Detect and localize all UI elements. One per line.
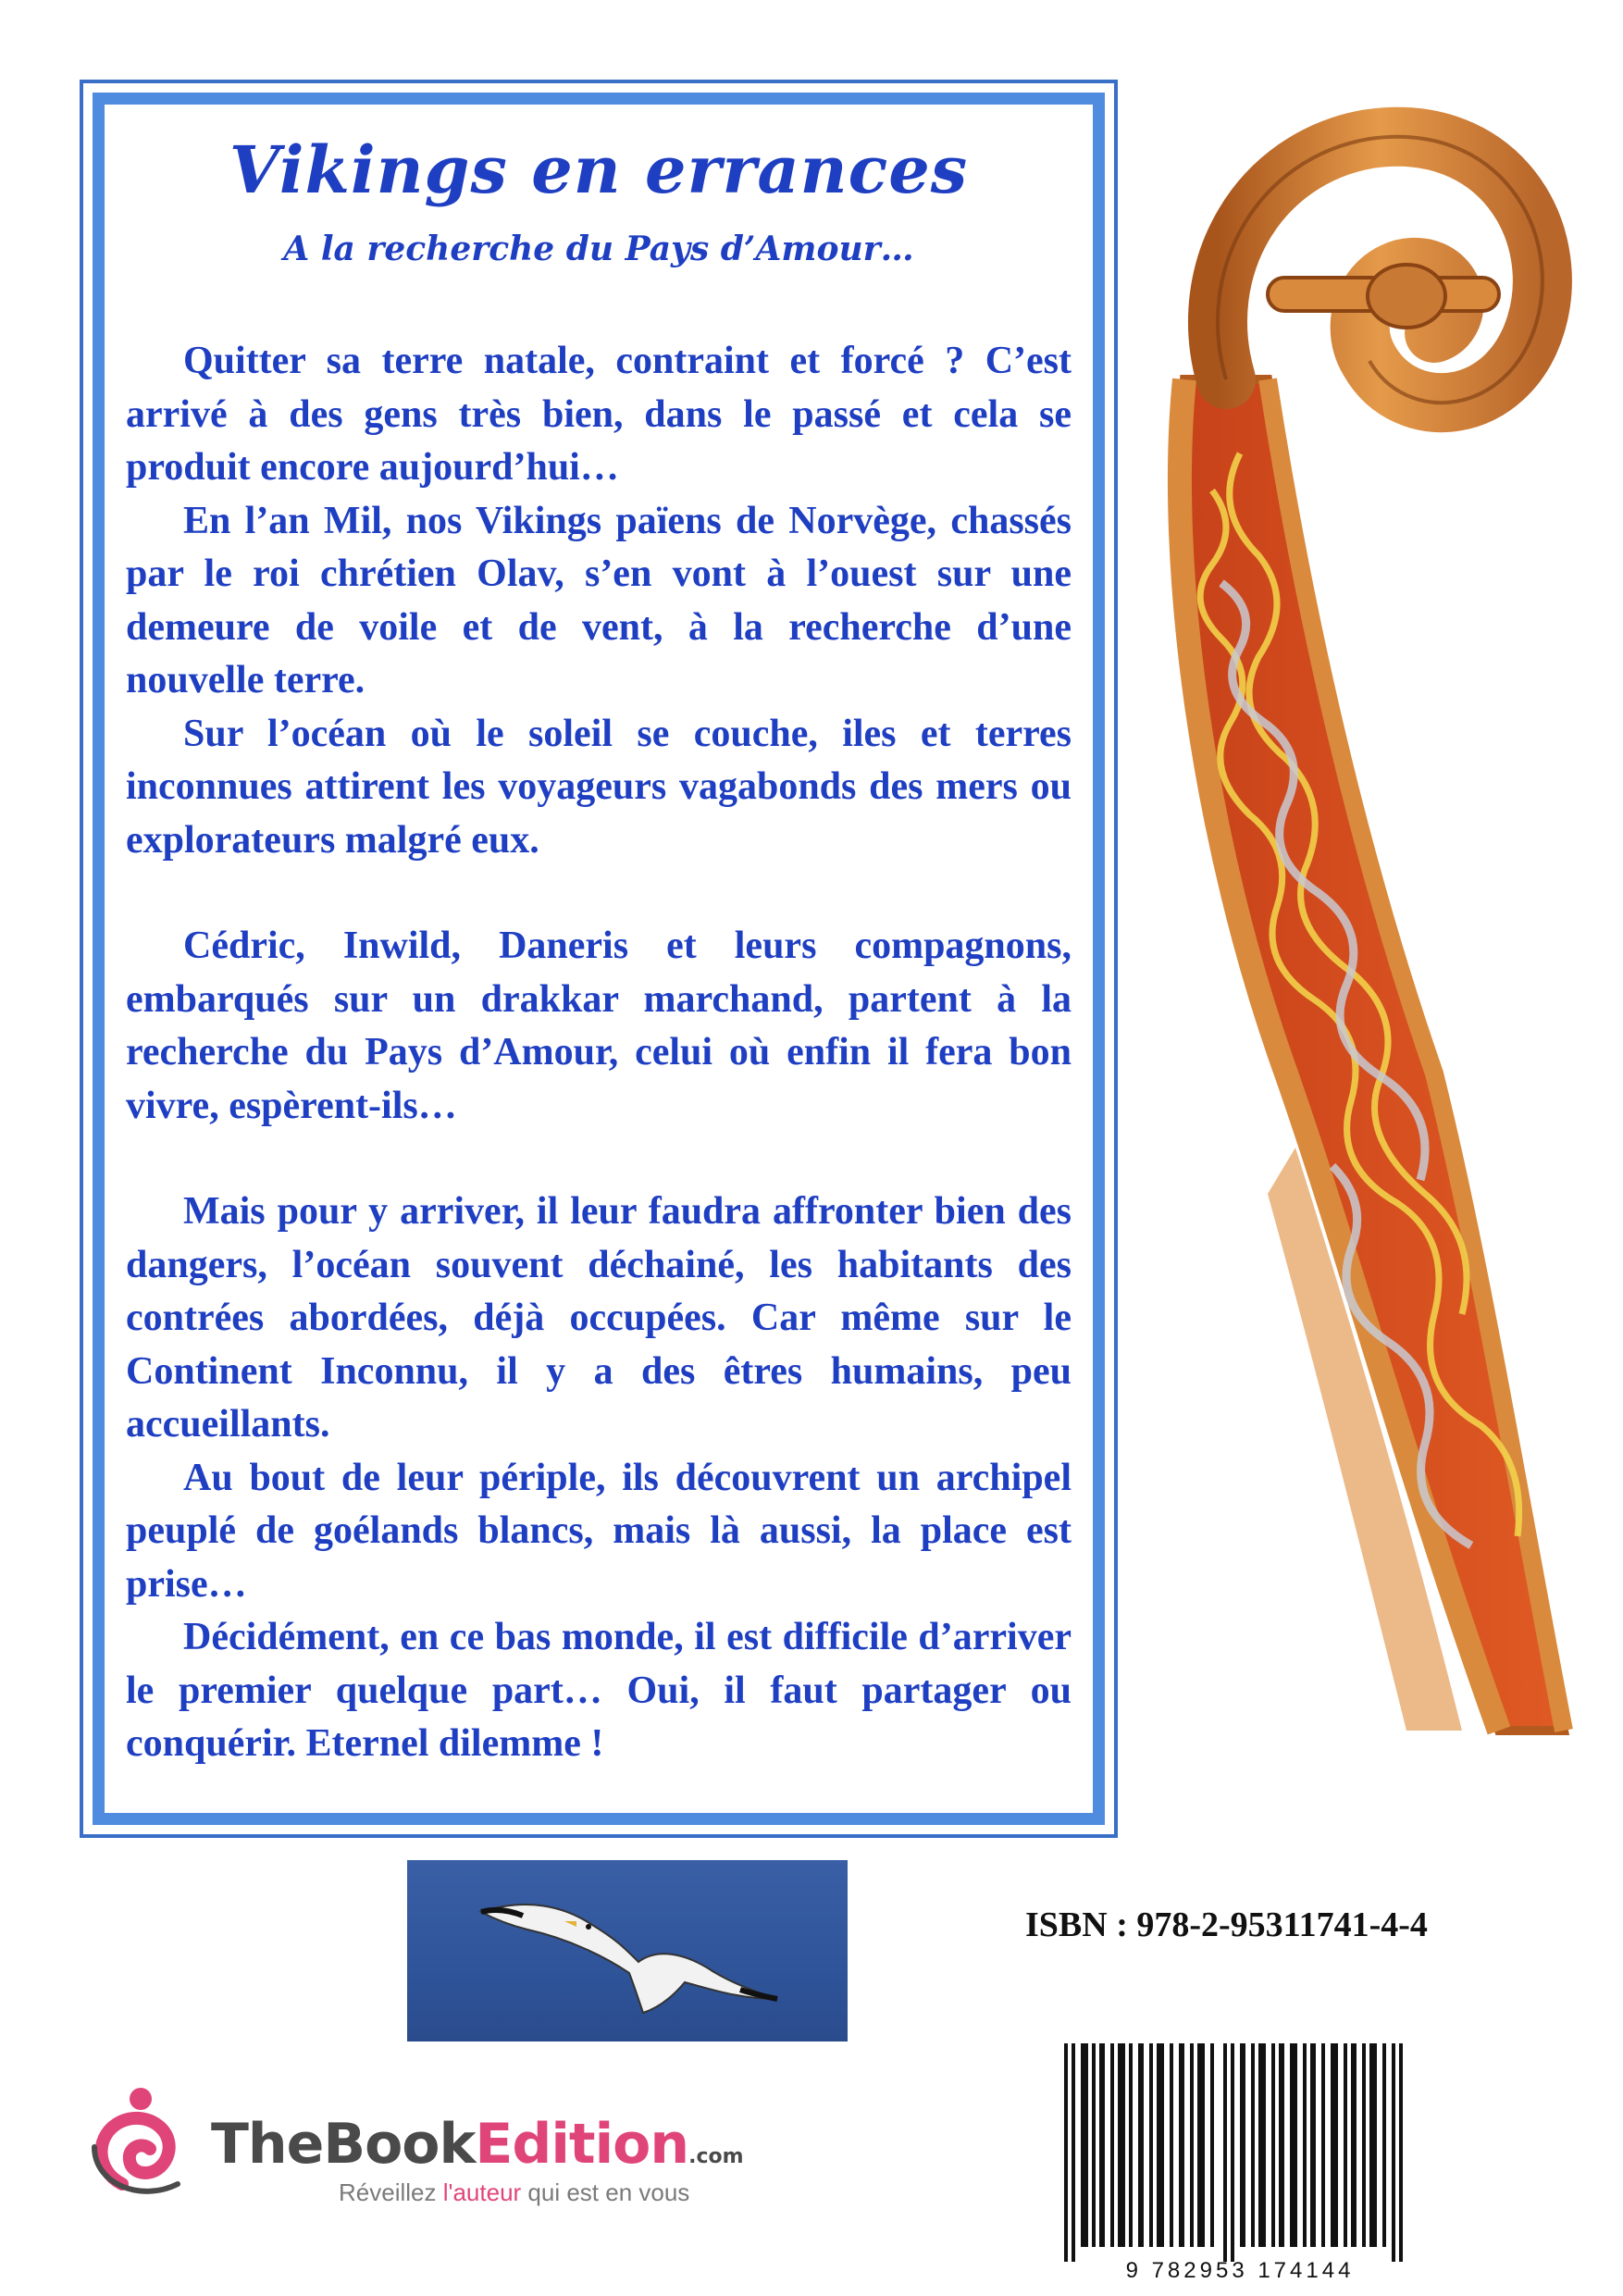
book-title: Vikings en errances	[229, 131, 969, 208]
publisher-name-part1: TheBook	[211, 2112, 476, 2177]
isbn-label: ISBN :	[1025, 1905, 1128, 1944]
isbn-value: 978-2-95311741-4-4	[1136, 1905, 1428, 1944]
paragraph-gap	[126, 867, 1072, 920]
tagline-before: Réveillez	[339, 2178, 443, 2206]
isbn-line	[1025, 1905, 1525, 1945]
blurb-paragraph: Mais pour y arriver, il leur faudra affronter bien des dangers, l’océan souvent déchainé, les habitants des contrées abordées, déjà occupées. Car même sur le Continent Inconnu, il y a des êtres humains, peu accueillants.	[126, 1190, 1072, 1446]
viking-ship-prow-illustration	[1129, 102, 1610, 1823]
blurb-paragraph: Décidément, en ce bas monde, il est difficile d’arriver le premier quelque part… Oui, il faut partager ou conquérir. Eternel dilemme !	[126, 1616, 1072, 1765]
blurb-paragraph: Cédric, Inwild, Daneris et leurs compagnons, embarqués sur un drakkar marchand, partent à la recherche du Pays d’Amour, celui où enfin il fera bon vivre, espèrent-ils…	[126, 925, 1072, 1127]
blurb-paragraph: Sur l’océan où le soleil se couche, iles et terres inconnues attirent les voyageurs vagabonds des mers ou explorateurs malgré eux.	[126, 712, 1072, 862]
publisher-name	[211, 2112, 744, 2177]
barcode-digits: 9 782953 174144	[1125, 2258, 1355, 2283]
tagline-after: qui est en vous	[521, 2178, 690, 2206]
publisher-tagline	[339, 2178, 689, 2207]
blurb-paragraph: Quitter sa terre natale, contraint et forcé ? C’est arrivé à des gens très bien, dans le passé et cela se produit encore aujourd’hui…	[126, 340, 1072, 489]
barcode	[1060, 2043, 1419, 2262]
blurb-paragraph: En l’an Mil, nos Vikings païens de Norvège, chassés par le roi chrétien Olav, s’en vont à l’ouest sur une demeure de voile et de vent, à la recherche d’une nouvelle terre.	[126, 499, 1072, 701]
seagull-icon	[407, 1860, 848, 2042]
publisher-logo-icon	[85, 2082, 205, 2203]
book-subtitle: A la recherche du Pays d’Amour…	[283, 230, 914, 268]
tagline-highlight: l'auteur	[442, 2178, 522, 2206]
prow-spiral	[1218, 137, 1542, 403]
blurb-text	[126, 335, 1072, 1771]
paragraph-gap	[126, 1133, 1072, 1185]
seagull-photo	[407, 1860, 848, 2042]
publisher-name-part2: Edition	[475, 2112, 689, 2177]
publisher-domain: .com	[688, 2145, 744, 2168]
blurb-paragraph: Au bout de leur périple, ils découvrent un archipel peuplé de goélands blancs, mais là aussi, la place est prise…	[126, 1456, 1072, 1606]
